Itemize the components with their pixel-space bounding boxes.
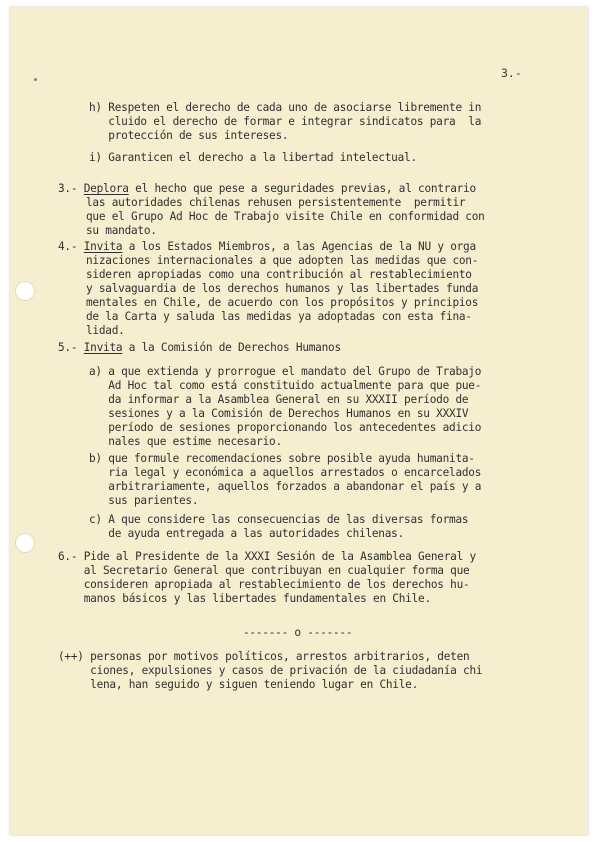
sub-a-line-1: a) a que extienda y prorrogue el mandato del Grupo de Trabajo <box>89 365 482 378</box>
para-3-line-4: su mandato. <box>86 224 157 237</box>
para-4-line-7: lidad. <box>86 324 125 337</box>
footnote-line-3: lena, han seguido y siguen teniendo lugar en Chile. <box>58 678 419 691</box>
para-3-text: el hecho que pese a seguridades previas, al contrario <box>128 182 476 195</box>
ink-spot <box>34 78 37 81</box>
item-h-line-1: h) Respeten el derecho de cada uno de asociarse libremente in <box>89 101 482 114</box>
punch-hole <box>15 281 35 301</box>
para-4-line-3: sideren apropiadas como una contribución al restablecimiento <box>86 268 472 281</box>
para-3-line-2: las autoridades chilenas rehusen persistentemente permitir <box>86 196 466 209</box>
item-i: i) Garanticen el derecho a la libertad intelectual. <box>89 151 417 164</box>
para-3-line-1 <box>58 182 476 196</box>
sub-c-line-1: c) A que considere las consecuencias de las diversas formas <box>89 513 469 526</box>
sub-a-line-3: da informar a la Asamblea General en su XXXII período de <box>89 393 469 406</box>
para-4-line-4: y salvaguardia de los derechos humanos y las libertades funda <box>86 282 479 295</box>
para-5-text: a la Comisión de Derechos Humanos <box>122 341 341 354</box>
para-4-line-2: nizaciones internacionales a que adopten las medidas que con- <box>86 254 479 267</box>
para-5-keyword: Invita <box>83 341 123 354</box>
para-3-line-3: que el Grupo Ad Hoc de Trabajo visite Chile en conformidad con <box>86 210 485 223</box>
sub-a-line-6: nales que estime necesario. <box>89 435 282 448</box>
para-6-line-1: 6.- Pide al Presidente de la XXXI Sesión de la Asamblea General y <box>58 550 476 563</box>
para-4-keyword: Invita <box>83 240 123 253</box>
para-5-number: 5.- <box>58 341 78 354</box>
separator: ------- o ------- <box>243 626 353 639</box>
para-4-number: 4.- <box>58 240 78 253</box>
sub-b-line-1: b) que formule recomendaciones sobre posible ayuda humanita- <box>89 452 475 465</box>
sub-a-line-4: sesiones y a la Comisión de Derechos Humanos en su XXXIV <box>89 407 469 420</box>
sub-b-line-4: sus parientes. <box>89 494 199 507</box>
para-6-line-4: manos básicos y las libertades fundamentales en Chile. <box>58 592 431 605</box>
item-h-line-3: protección de sus intereses. <box>89 129 289 142</box>
para-4-text: a los Estados Miembros, a las Agencias de la NU y orga <box>122 240 476 253</box>
para-6-line-3: consideren apropiada al restablecimiento de los derechos hu- <box>58 578 470 591</box>
sub-b-line-3: arbitrariamente, aquellos forzados a abandonar el país y a <box>89 480 482 493</box>
sub-b-line-2: ria legal y económica a aquellos arrestados o encarcelados <box>89 466 482 479</box>
para-5-line-1 <box>58 341 341 355</box>
page-number: 3.- <box>501 66 522 80</box>
item-h-line-2: cluido el derecho de formar e integrar sindicatos para la <box>89 115 482 128</box>
para-3-number: 3.- <box>58 182 78 195</box>
sub-c-line-2: de ayuda entregada a las autoridades chilenas. <box>89 527 405 540</box>
para-4-line-6: de la Carta y saluda las medidas ya adoptadas con esta fina- <box>86 310 472 323</box>
footnote-line-2: ciones, expulsiones y casos de privación de la ciudadanía chi <box>58 664 483 677</box>
footnote-line-1: (++) personas por motivos políticos, arrestos arbitrarios, deten <box>58 650 470 663</box>
sub-a-line-5: período de sesiones proporcionando los antecedentes adicio <box>89 421 482 434</box>
para-4-line-1 <box>58 240 476 254</box>
punch-hole <box>15 533 35 553</box>
para-3-keyword: Deplora <box>83 182 129 195</box>
para-6-line-2: al Secretario General que contribuyan en cualquier forma que <box>58 564 470 577</box>
para-4-line-5: mentales en Chile, de acuerdo con los propósitos y principios <box>86 296 479 309</box>
sub-a-line-2: Ad Hoc tal como está constituido actualmente para que pue- <box>89 379 482 392</box>
